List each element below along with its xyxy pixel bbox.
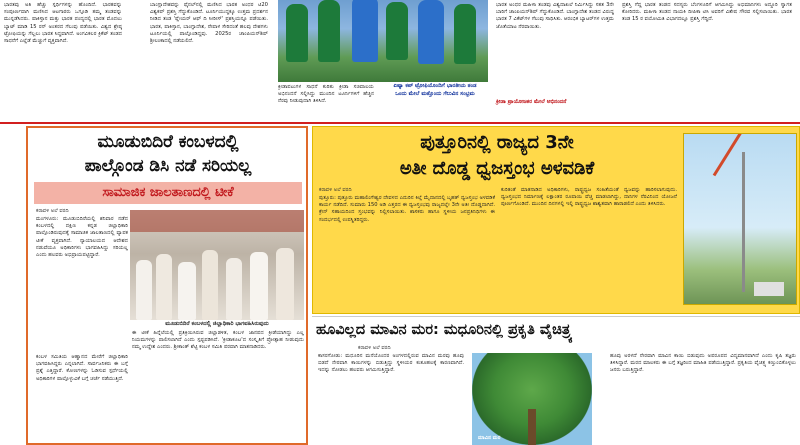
mango-photo-caption: ಮಾವಿನ ಮರ — [478, 435, 501, 441]
kambala-intro: ಮಂಗಳೂರು: ಮೂಡುಬಿದಿರೆಯಲ್ಲಿ ಶನಿವಾರ ನಡೆದ ಕಂಬಳದಲ್ಲಿ ದಕ್ಷಿಣ ಕನ್ನಡ ಜಿಲ್ಲಾಧಿಕಾರಿ ಪಾಲ್ಗೊಂಡಿರುವುದಕ್ಕೆ ಸಾಮಾಜಿಕ ಜಾಲತಾಣದಲ್ಲಿ ವ್ಯಾಪಕ ಟೀಕೆ ವ್ಯಕ್ತವಾಗಿದೆ. ನ್ಯಾಯಾಲಯದ ಆದೇಶದ ನಡುವೆಯೂ ಅಧಿಕಾರಿಗಳು ಭಾಗವಹಿಸಿದ್ದು ಸರಿಯಲ್ಲ ಎಂದು ಹಲವರು ಅಭಿಪ್ರಾಯಪಟ್ಟಿದ್ದಾರೆ. — [36, 216, 128, 259]
flagpole-byline: ಕರಾವಳಿ ಅಲೆ ವರದಿ — [319, 187, 352, 193]
kambala-body-left: ಕಂಬಳ ಸಮಿತಿಯ ಆಹ್ವಾನದ ಮೇರೆಗೆ ಜಿಲ್ಲಾಧಿಕಾರಿ ಭಾಗವಹಿಸಿದ್ದರು ಎನ್ನಲಾಗಿದೆ. ಸಾರ್ವಜನಿಕರು ಈ ಬಗ್ಗೆ ಪ್ರಶ್ನೆ ಎತ್ತಿದ್ದಾರೆ. ಕೋಣಗಳನ್ನು ಓಡಿಸುವ ಸ್ಪರ್ಧೆಯಲ್ಲಿ ಅಧಿಕಾರಿಗಳ ಪಾಲ್ಗೊಳ್ಳುವಿಕೆ ಬಗ್ಗೆ ಚರ್ಚೆ ನಡೆಯುತ್ತಿದೆ. — [36, 354, 128, 382]
cricket-photo — [278, 0, 488, 82]
mango-col-3: ಹೂವು ಅರಳದೆ ನೇರವಾಗಿ ಮಾವಿನ ಕಾಯಿ ಬಿಡುವುದು ಅಪರೂಪದ ವಿದ್ಯಮಾನವಾಗಿದೆ ಎಂದು ಕೃಷಿ ತಜ್ಞರು ತಿಳಿಸಿದ್ದಾರೆ. ಮರದ ಮಾಲಕರು ಈ ಬಗ್ಗೆ ತಜ್ಞರಿಂದ ಮಾಹಿತಿ ಪಡೆಯುತ್ತಿದ್ದಾರೆ. ಪ್ರಕೃತಿಯ ವೈಚಿತ್ರ್ಯ ಕಣ್ತುಂಬಿಕೊಳ್ಳಲು ಜನರು ಬರುತ್ತಿದ್ದಾರೆ. — [610, 353, 796, 374]
kambala-kicker: ಸಾಮಾಜಿಕ ಜಾಲತಾಣದಲ್ಲಿ ಟೀಕೆ — [34, 182, 302, 204]
section-divider — [0, 122, 800, 124]
flagpole-headline-1: ಪುತ್ತೂರಿನಲ್ಲಿ ರಾಜ್ಯದ 3ನೇ — [420, 132, 574, 153]
top-col-1: ಭಾರತವು ಅತಿ ಹೆಚ್ಚು ಸ್ಪರ್ಧಿಗಳನ್ನು ಹೊಂದಿದೆ. ಭಾರತವನ್ನು ಸಂಪೂರ್ಣವಾಗಿ ಮಣಿಸಿದ ಆಟಗಾರರು ಒಗ್ಗೂಡಿ ತಮ್ಮ ತಂಡವನ್ನು ಮುನ್ನಡೆಸಿದರು. ಪಾಕಿಸ್ತಾನ ಮತ್ತು ಭಾರತ ಪಂದ್ಯದಲ್ಲಿ ಭಾರತ ಮೊದಲು ಬ್ಯಾಟ್ ಮಾಡಿ 15 ರನ್ ಅಂತರದ ಗೆಲುವು ಪಡೆಯಿತು. ವಿಶ್ವದ ಶ್ರೇಷ್ಠ ಟ್ರೋಫಿಯನ್ನು ಗೆಲ್ಲಲು ಭಾರತ ಸಿದ್ಧವಾಗಿದೆ. ಅಂಗವಿಕಲರ ಕ್ರಿಕೆಟ್ ತಂಡದ ಸಾಧನೆಗೆ ಎಲ್ಲೆಡೆ ಮೆಚ್ಚುಗೆ ವ್ಯಕ್ತವಾಗಿದೆ. — [4, 2, 122, 45]
kambala-headline-2: ಪಾಲ್ಗೊಂಡ ಡಿಸಿ ನಡೆ ಸರಿಯಲ್ಲ — [84, 156, 252, 176]
flagpole-headline-2: ಅತೀ ದೊಡ್ಡ ಧ್ವಜಸ್ತಂಭ ಅಳವಡಿಕೆ — [399, 158, 595, 179]
top-sports-strip — [0, 0, 800, 122]
flagpole-article — [312, 126, 800, 314]
flagpole-col-1: ಪುತ್ತೂರು: ಪುತ್ತೂರು ಮಹಾಲಿಂಗೇಶ್ವರ ದೇವಳದ ಎದುರಿನ ಕಿಲ್ಲೆ ಮೈದಾನದಲ್ಲಿ ಬೃಹತ್ ಧ್ವಜಸ್ತಂಭ ಅಳವಡಿಕೆ ಕಾರ್ಯ ನಡೆದಿದೆ. ಸುಮಾರು 150 ಅಡಿ ಎತ್ತರದ ಈ ಧ್ವಜಸ್ತಂಭವು ರಾಜ್ಯದಲ್ಲೇ 3ನೇ ಅತೀ ದೊಡ್ಡದಾಗಿದೆ. ಕ್ರೇನ್ ಸಹಾಯದಿಂದ ಸ್ತಂಭವನ್ನು ನಿಲ್ಲಿಸಲಾಯಿತು. ಶಾಸಕರು ಹಾಗೂ ಸ್ಥಳೀಯ ಜನಪ್ರತಿನಿಧಿಗಳು ಈ ಸಂದರ್ಭದಲ್ಲಿ ಉಪಸ್ಥಿತರಿದ್ದರು. — [319, 195, 495, 223]
photo-caption-1: ಏಷ್ಯಾ ಕಪ್ ಟ್ರೋಫಿಯೊಂದಿಗೆ ಭಾರತೀಯ ತಂಡ — [393, 83, 477, 89]
kambala-photo — [130, 210, 304, 320]
kambala-byline: ಕರಾವಳಿ ಅಲೆ ವರದಿ — [36, 208, 69, 214]
mango-byline: ಕರಾವಳಿ ಅಲೆ ವರದಿ — [358, 345, 391, 351]
kambala-photo-caption: ಮೂಡುಬಿದಿರೆ ಕಂಬಳದಲ್ಲಿ ಜಿಲ್ಲಾಧಿಕಾರಿ ಭಾಗವಹಿಸಿರುವುದು — [165, 321, 269, 327]
kambala-body-right: ಈ ಟೀಕೆ ಹಿನ್ನೆಲೆಯಲ್ಲಿ ಪ್ರತಿಕ್ರಿಯಿಸಿರುವ ಜಿಲ್ಲಾಡಳಿತ, ಕಂಬಳ ಜಾನಪದ ಕ್ರೀಡೆಯಾಗಿದ್ದು ಎಲ್ಲ ನಿಯಮಗಳನ್ನು ಪಾಲಿಸಲಾಗಿದೆ ಎಂದು ಸ್ಪಷ್ಟಪಡಿಸಿದೆ. 'ಕ್ರೀಡಾಕೂಟ'ದ ಸಂಸ್ಕೃತಿಗೆ ಪ್ರೋತ್ಸಾಹ ನೀಡುವುದು ನಮ್ಮ ಉದ್ದೇಶ ಎಂದರು. ಶ್ರೀಕಾಂತ್ ಶೆಟ್ಟಿ ಕಂಬಳ ಸಮಿತಿ ಪರವಾಗಿ ಮಾತನಾಡಿದರು. — [132, 330, 304, 351]
mango-article — [312, 316, 800, 445]
top-col-4-credit: ಕ್ರೀಡಾ ಪ್ರಾಯೋಜಕರ ಮೇಲೆ ಅಭಿನಂದನೆ — [496, 99, 567, 105]
kambala-headline-1: ಮೂಡುಬಿದಿರೆ ಕಂಬಳದಲ್ಲಿ — [97, 132, 239, 152]
mango-col-1: ಕಾಸರಗೋಡು: ಮಧೂರಿನ ಮನೆಯೊಂದರ ಅಂಗಳದಲ್ಲಿರುವ ಮಾವಿನ ಮರವು ಹೂವು ಬಿಡದೆ ನೇರವಾಗಿ ಕಾಯಿಗಳನ್ನು ಬಿಡುತ್ತಿದ್ದು ಸ್ಥಳೀಯರ ಕುತೂಹಲಕ್ಕೆ ಕಾರಣವಾಗಿದೆ. ಇದನ್ನು ನೋಡಲು ಹಲವರು ಆಗಮಿಸುತ್ತಿದ್ದಾರೆ. — [318, 353, 464, 374]
top-col-2: ಬಾಂಗ್ಲಾದೇಶವನ್ನು ಫೈನಲ್‌ನಲ್ಲಿ ಮಣಿಸಿದ ಭಾರತ ಅಂಧರ ಟಿ20 ವಿಶ್ವಕಪ್ ಪ್ರಶಸ್ತಿ ಗೆದ್ದುಕೊಂಡಿದೆ. ಟೂರ್ನಿಯುದ್ದಕ್ಕೂ ಉತ್ತಮ ಪ್ರದರ್ಶನ ನೀಡಿದ ತಂಡ 'ಪ್ಲೇಯರ್ ಆಫ್ ದಿ ಸೀರೀಸ್' ಪ್ರಶಸ್ತಿಯನ್ನೂ ಪಡೆಯಿತು. ಭಾರತ, ಪಾಕಿಸ್ತಾನ, ಬಾಂಗ್ಲಾದೇಶ, ನೇಪಾಳ ಸೇರಿದಂತೆ ಹಲವು ದೇಶಗಳು ಟೂರ್ನಿಯಲ್ಲಿ ಪಾಲ್ಗೊಂಡಿದ್ದವು. 2025ರ ಚಾಂಪಿಯನ್‌ಶಿಪ್ ಶ್ರೀಲಂಕಾದಲ್ಲಿ ನಡೆಯಲಿದೆ. — [150, 2, 268, 45]
top-col-3: ಕ್ರೀಡಾಪಟುಗಳ ಸಾಧನೆ ಕುರಿತು ಕ್ರೀಡಾ ಸಚಿವಾಲಯ ಅಭಿನಂದನೆ ಸಲ್ಲಿಸಿದ್ದು ಮುಂದಿನ ಟೂರ್ನಿಗಳಿಗೆ ಹೆಚ್ಚಿನ ನೆರವು ನೀಡುವುದಾಗಿ ತಿಳಿಸಿದೆ. — [278, 84, 374, 105]
flagpole-col-2: ಕುರಿತಂತೆ ಮಾತನಾಡಿದ ಅಧಿಕಾರಿಗಳು, ರಾಷ್ಟ್ರಧ್ವಜ ಸಂಹಿತೆಯಂತೆ ಧ್ವಜವನ್ನು ಹಾರಿಸಲಾಗುವುದು. ಧ್ವಜಸ್ತಂಭದ ನಿರ್ಮಾಣಕ್ಕೆ ಲಕ್ಷಾಂತರ ರೂಪಾಯಿ ವೆಚ್ಚ ಮಾಡಲಾಗಿದ್ದು, ದಾನಿಗಳ ನೆರವಿನಿಂದ ಯೋಜನೆ ಪೂರ್ಣಗೊಂಡಿದೆ. ಮುಂದಿನ ದಿನಗಳಲ್ಲಿ ಇಲ್ಲಿ ರಾಷ್ಟ್ರಧ್ವಜ ಶಾಶ್ವತವಾಗಿ ಹಾರಾಡಲಿದೆ ಎಂದು ತಿಳಿಸಿದರು. — [501, 187, 677, 208]
flagpole-photo — [683, 133, 797, 305]
mango-photo — [472, 353, 592, 445]
top-col-4: ಭಾರತ ಅಂಧರ ಮಹಿಳಾ ತಂಡವು ವಿಶ್ವದಾಖಲೆ ನಿರ್ಮಿಸಿದ್ದು ಸತತ 3ನೇ ಬಾರಿಗೆ ಚಾಂಪಿಯನ್‌ಶಿಪ್ ಗೆದ್ದುಕೊಂಡಿದೆ. ಬಾಂಗ್ಲಾದೇಶ ತಂಡದ ವಿರುದ್ಧ ಭಾರತ 7 ವಿಕೆಟ್‌ಗಳ ಗೆಲುವು ಸಾಧಿಸಿತು. ಆರಂಭಿಕ ಬ್ಯಾಟರ್‌ಗಳ ಉತ್ತಮ ಜೊತೆಯಾಟ ನೆರವಾಯಿತು. — [496, 2, 614, 30]
photo-caption-2: ಒಂದು ಮೇಲೆ ಮತ್ತೊಂದು ಗೆಲುವಿನ ಸಂಭ್ರಮ — [395, 91, 475, 97]
top-col-5: ಪ್ರಶಸ್ತಿ ಗೆದ್ದ ಭಾರತ ತಂಡದ ಸದಸ್ಯರು ಬೆಂಗಳೂರಿಗೆ ಆಗಮಿಸಿದ್ದು ಅಭಿಮಾನಿಗಳು ಅದ್ದೂರಿ ಸ್ವಾಗತ ಕೋರಿದರು. ಮಹಿಳಾ ತಂಡದ ನಾಯಕಿ ದೀಪಿಕಾ ಟಿಸಿ ಅವರಿಗೆ ವಿಶೇಷ ಗೌರವ ಸಲ್ಲಿಸಲಾಯಿತು. ಭಾರತ ತಂಡ 15 ರ ವಯೋಮಿತಿ ವಿಭಾಗದಲ್ಲೂ ಪ್ರಶಸ್ತಿ ಗೆದ್ದಿದೆ. — [622, 2, 792, 23]
kambala-article — [26, 126, 308, 445]
mango-headline: ಹೂವಿಲ್ಲದ ಮಾವಿನ ಮರ: ಮಧೂರಿನಲ್ಲಿ ಪ್ರಕೃತಿ ವೈಚಿತ್ರ್ಯ — [316, 322, 573, 338]
